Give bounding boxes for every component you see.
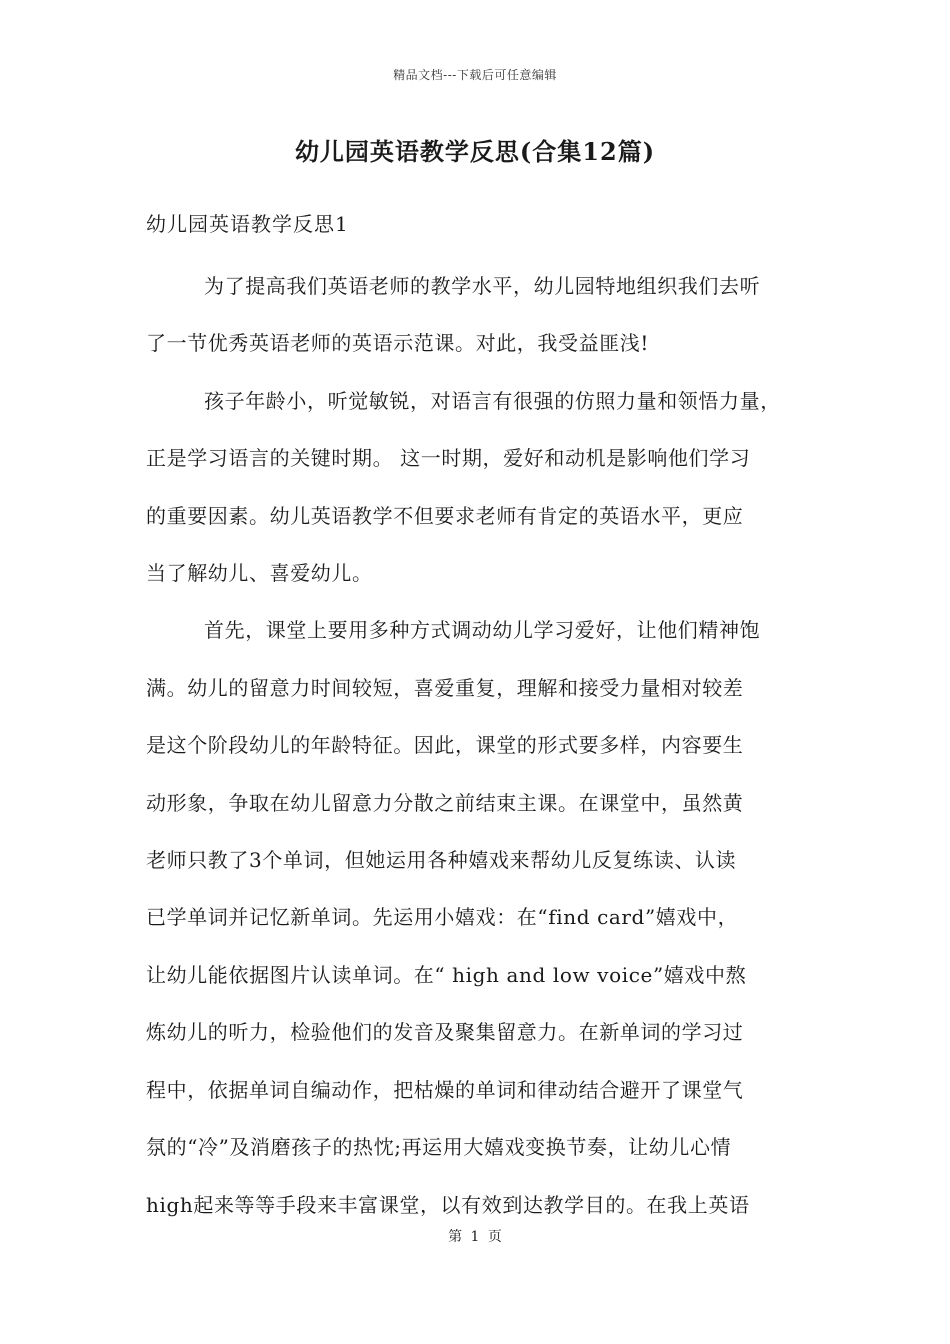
text-line: 让幼儿能依据图片认读单词。在“ high and low voice”嬉戏中熬 (146, 962, 747, 987)
text-line: 程中，依据单词自编动作，把枯燥的单词和律动结合避开了课堂气 (146, 1077, 744, 1102)
text-line: 当了解幼儿、喜爱幼儿。 (146, 561, 373, 586)
document-title: 幼儿园英语教学反思(合集12篇) (294, 137, 656, 166)
page-number: 第 1 页 (448, 1229, 502, 1245)
text-line: 满。幼儿的留意力时间较短，喜爱重复，理解和接受力量相对较差 (146, 675, 744, 700)
text-line: 了一节优秀英语老师的英语示范课。对此，我受益匪浅! (146, 331, 650, 356)
header-note: 精品文档---下载后可任意编辑 (393, 68, 557, 82)
document-body (146, 258, 810, 1234)
text-line: 为了提高我们英语老师的教学水平，幼儿园特地组织我们去听 (204, 274, 761, 298)
section-heading: 幼儿园英语教学反思1 (146, 212, 349, 236)
text-line: 动形象，争取在幼儿留意力分散之前结束主课。在课堂中，虽然黄 (146, 790, 744, 815)
text-line: 已学单词并记忆新单词。先运用小嬉戏：在“find card”嬉戏中， (146, 905, 739, 930)
text-line: 正是学习语言的关键时期。 这一时期，爱好和动机是影响他们学习 (146, 446, 751, 471)
text-line: 是这个阶段幼儿的年龄特征。因此，课堂的形式要多样，内容要生 (146, 733, 744, 758)
text-line: 的重要因素。幼儿英语教学不但要求老师有肯定的英语水平，更应 (146, 503, 744, 528)
text-line: high起来等等手段来丰富课堂，以有效到达教学目的。在我上英语 (146, 1192, 750, 1217)
text-line: 孩子年龄小，听觉敏锐，对语言有很强的仿照力量和领悟力量， (204, 388, 781, 413)
text-line: 老师只教了3个单词，但她运用各种嬉戏来帮幼儿反复练读、认读 (146, 848, 737, 873)
paragraph-3 (146, 602, 810, 1233)
paragraph-1 (146, 258, 810, 373)
text-line: 氛的“冷”及消磨孩子的热忱;再运用大嬉戏变换节奏，让幼儿心情 (146, 1135, 732, 1160)
text-line: 首先，课堂上要用多种方式调动幼儿学习爱好，让他们精神饱 (204, 618, 761, 643)
paragraph-2 (146, 373, 810, 603)
text-line: 炼幼儿的听力，检验他们的发音及聚集留意力。在新单词的学习过 (146, 1020, 744, 1045)
